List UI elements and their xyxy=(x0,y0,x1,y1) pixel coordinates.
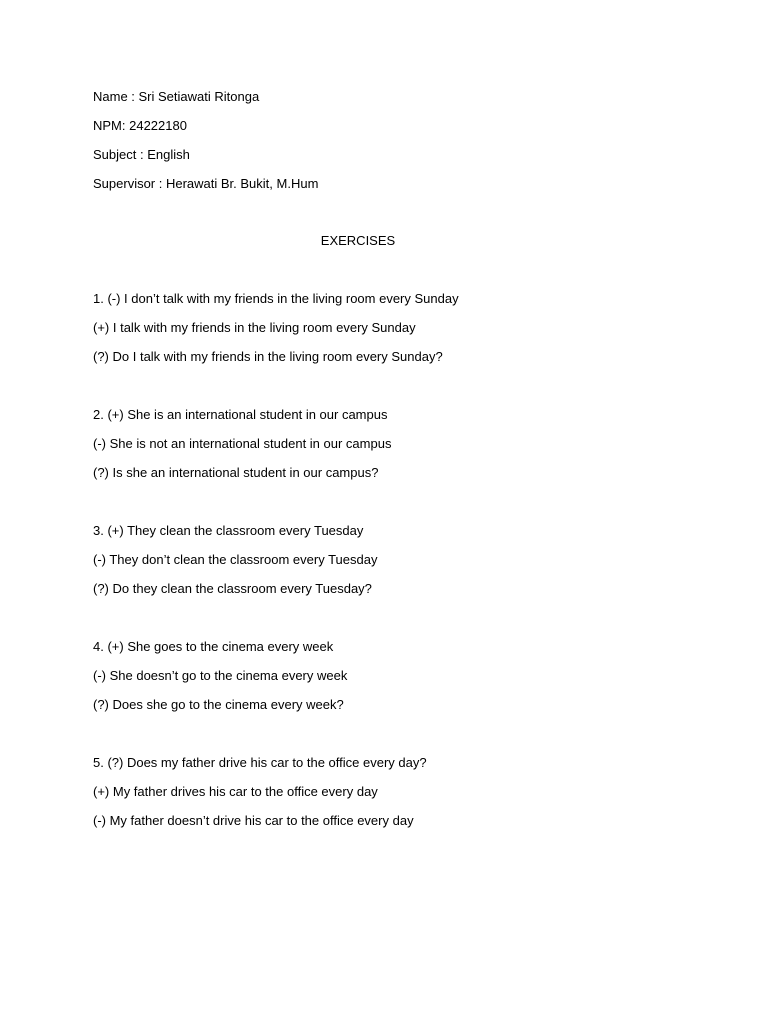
exercise-1-line-1: 1. (-) I don’t talk with my friends in the living room every Sunday xyxy=(93,291,459,306)
exercise-3-line-1: 3. (+) They clean the classroom every Tuesday xyxy=(93,523,364,538)
exercise-4-line-2: (-) She doesn’t go to the cinema every week xyxy=(93,668,348,683)
exercise-4-line-1: 4. (+) She goes to the cinema every week xyxy=(93,639,334,654)
exercise-2-line-3: (?) Is she an international student in our campus? xyxy=(93,465,379,480)
exercises-title: EXERCISES xyxy=(320,233,396,248)
exercise-1-line-3: (?) Do I talk with my friends in the living room every Sunday? xyxy=(93,349,443,364)
supervisor-line: Supervisor : Herawati Br. Bukit, M.Hum xyxy=(93,176,319,191)
exercise-3-line-3: (?) Do they clean the classroom every Tuesday? xyxy=(93,581,372,596)
exercise-5-line-3: (-) My father doesn’t drive his car to the office every day xyxy=(93,813,414,828)
exercise-2-line-1: 2. (+) She is an international student in our campus xyxy=(93,407,388,422)
exercise-1-line-2: (+) I talk with my friends in the living room every Sunday xyxy=(93,320,416,335)
student-name: Name : Sri Setiawati Ritonga xyxy=(93,89,260,104)
exercise-5-line-2: (+) My father drives his car to the office every day xyxy=(93,784,378,799)
exercise-3-line-2: (-) They don’t clean the classroom every Tuesday xyxy=(93,552,378,567)
student-npm: NPM: 24222180 xyxy=(93,118,187,133)
subject-line: Subject : English xyxy=(93,147,190,162)
exercise-5-line-1: 5. (?) Does my father drive his car to the office every day? xyxy=(93,755,427,770)
exercise-2-line-2: (-) She is not an international student in our campus xyxy=(93,436,392,451)
exercise-4-line-3: (?) Does she go to the cinema every week? xyxy=(93,697,344,712)
